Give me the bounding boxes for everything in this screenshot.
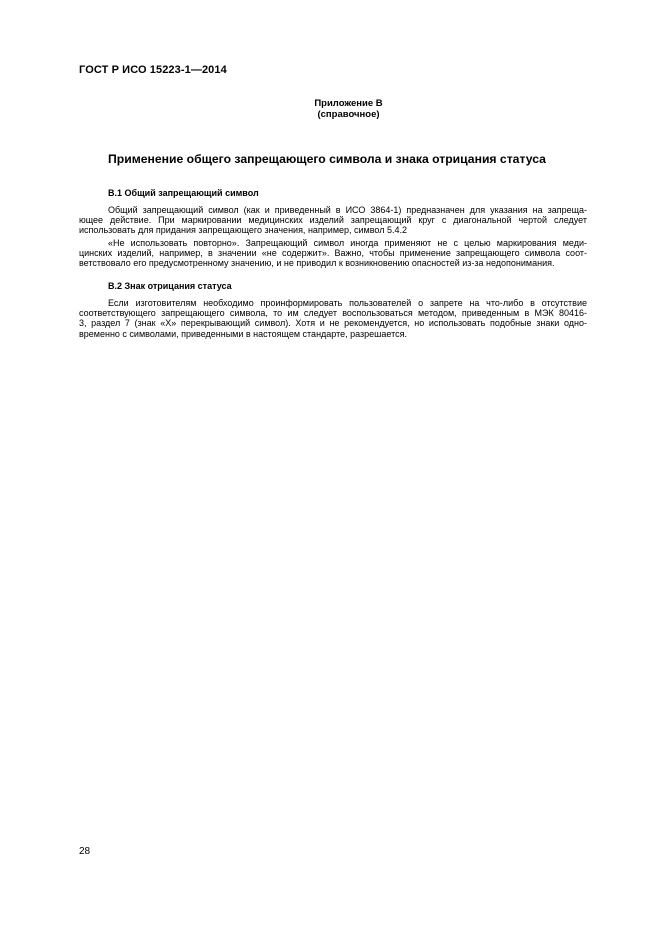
appendix-kind: (справочное) <box>317 109 380 120</box>
paragraph-line: ющее действие. При маркировании медицинских изделий запрещающий круг с диагональной чертой следует <box>79 215 587 226</box>
paragraph-line: цинских изделий, например, в значении «не содержит». Важно, чтобы применение запрещающего символа соот- <box>79 248 587 259</box>
paragraph-line: Если изготовителям необходимо проинформировать пользователей о запрете на что-либо в отсутствие <box>108 298 587 308</box>
section-heading-b1: В.1 Общий запрещающий символ <box>108 188 259 198</box>
document-title: Применение общего запрещающего символа и знака отрицания статуса <box>108 152 546 166</box>
section-heading-b2: В.2 Знак отрицания статуса <box>108 281 232 291</box>
page-number: 28 <box>79 846 91 857</box>
paragraph-line: временно с символами, приведенными в настоящем стандарте, разрешается. <box>79 328 407 339</box>
paragraph-b1-1 <box>79 205 587 236</box>
appendix-title: Приложение В <box>314 98 383 109</box>
paragraph-line: ветствовало его предусмотренному значению, и не приводил к возникновению опасностей из-за недопонимания. <box>79 258 555 269</box>
paragraph-line: Общий запрещающий символ (как и приведенный в ИСО 3864-1) предназначен для указания на запреща- <box>108 205 587 215</box>
standard-code: ГОСТ Р ИСО 15223-1—2014 <box>79 64 227 76</box>
paragraph-line: «Не использовать повторно». Запрещающий символ иногда применяют не с целью маркирования меди- <box>108 238 587 248</box>
paragraph-line: использовать для придания запрещающего значения, например, символ 5.4.2 <box>79 225 407 236</box>
paragraph-line: соответствующего запрещающего символа, то им следует воспользоваться методом, приведенным в МЭК 80416- <box>79 308 587 319</box>
paragraph-line: 3, раздел 7 (знак «Х» перекрывающий символ). Хотя и не рекомендуется, но использовать подобные знаки одно- <box>79 318 587 329</box>
paragraph-b1-2 <box>79 238 587 269</box>
paragraph-b2-1 <box>79 298 587 339</box>
